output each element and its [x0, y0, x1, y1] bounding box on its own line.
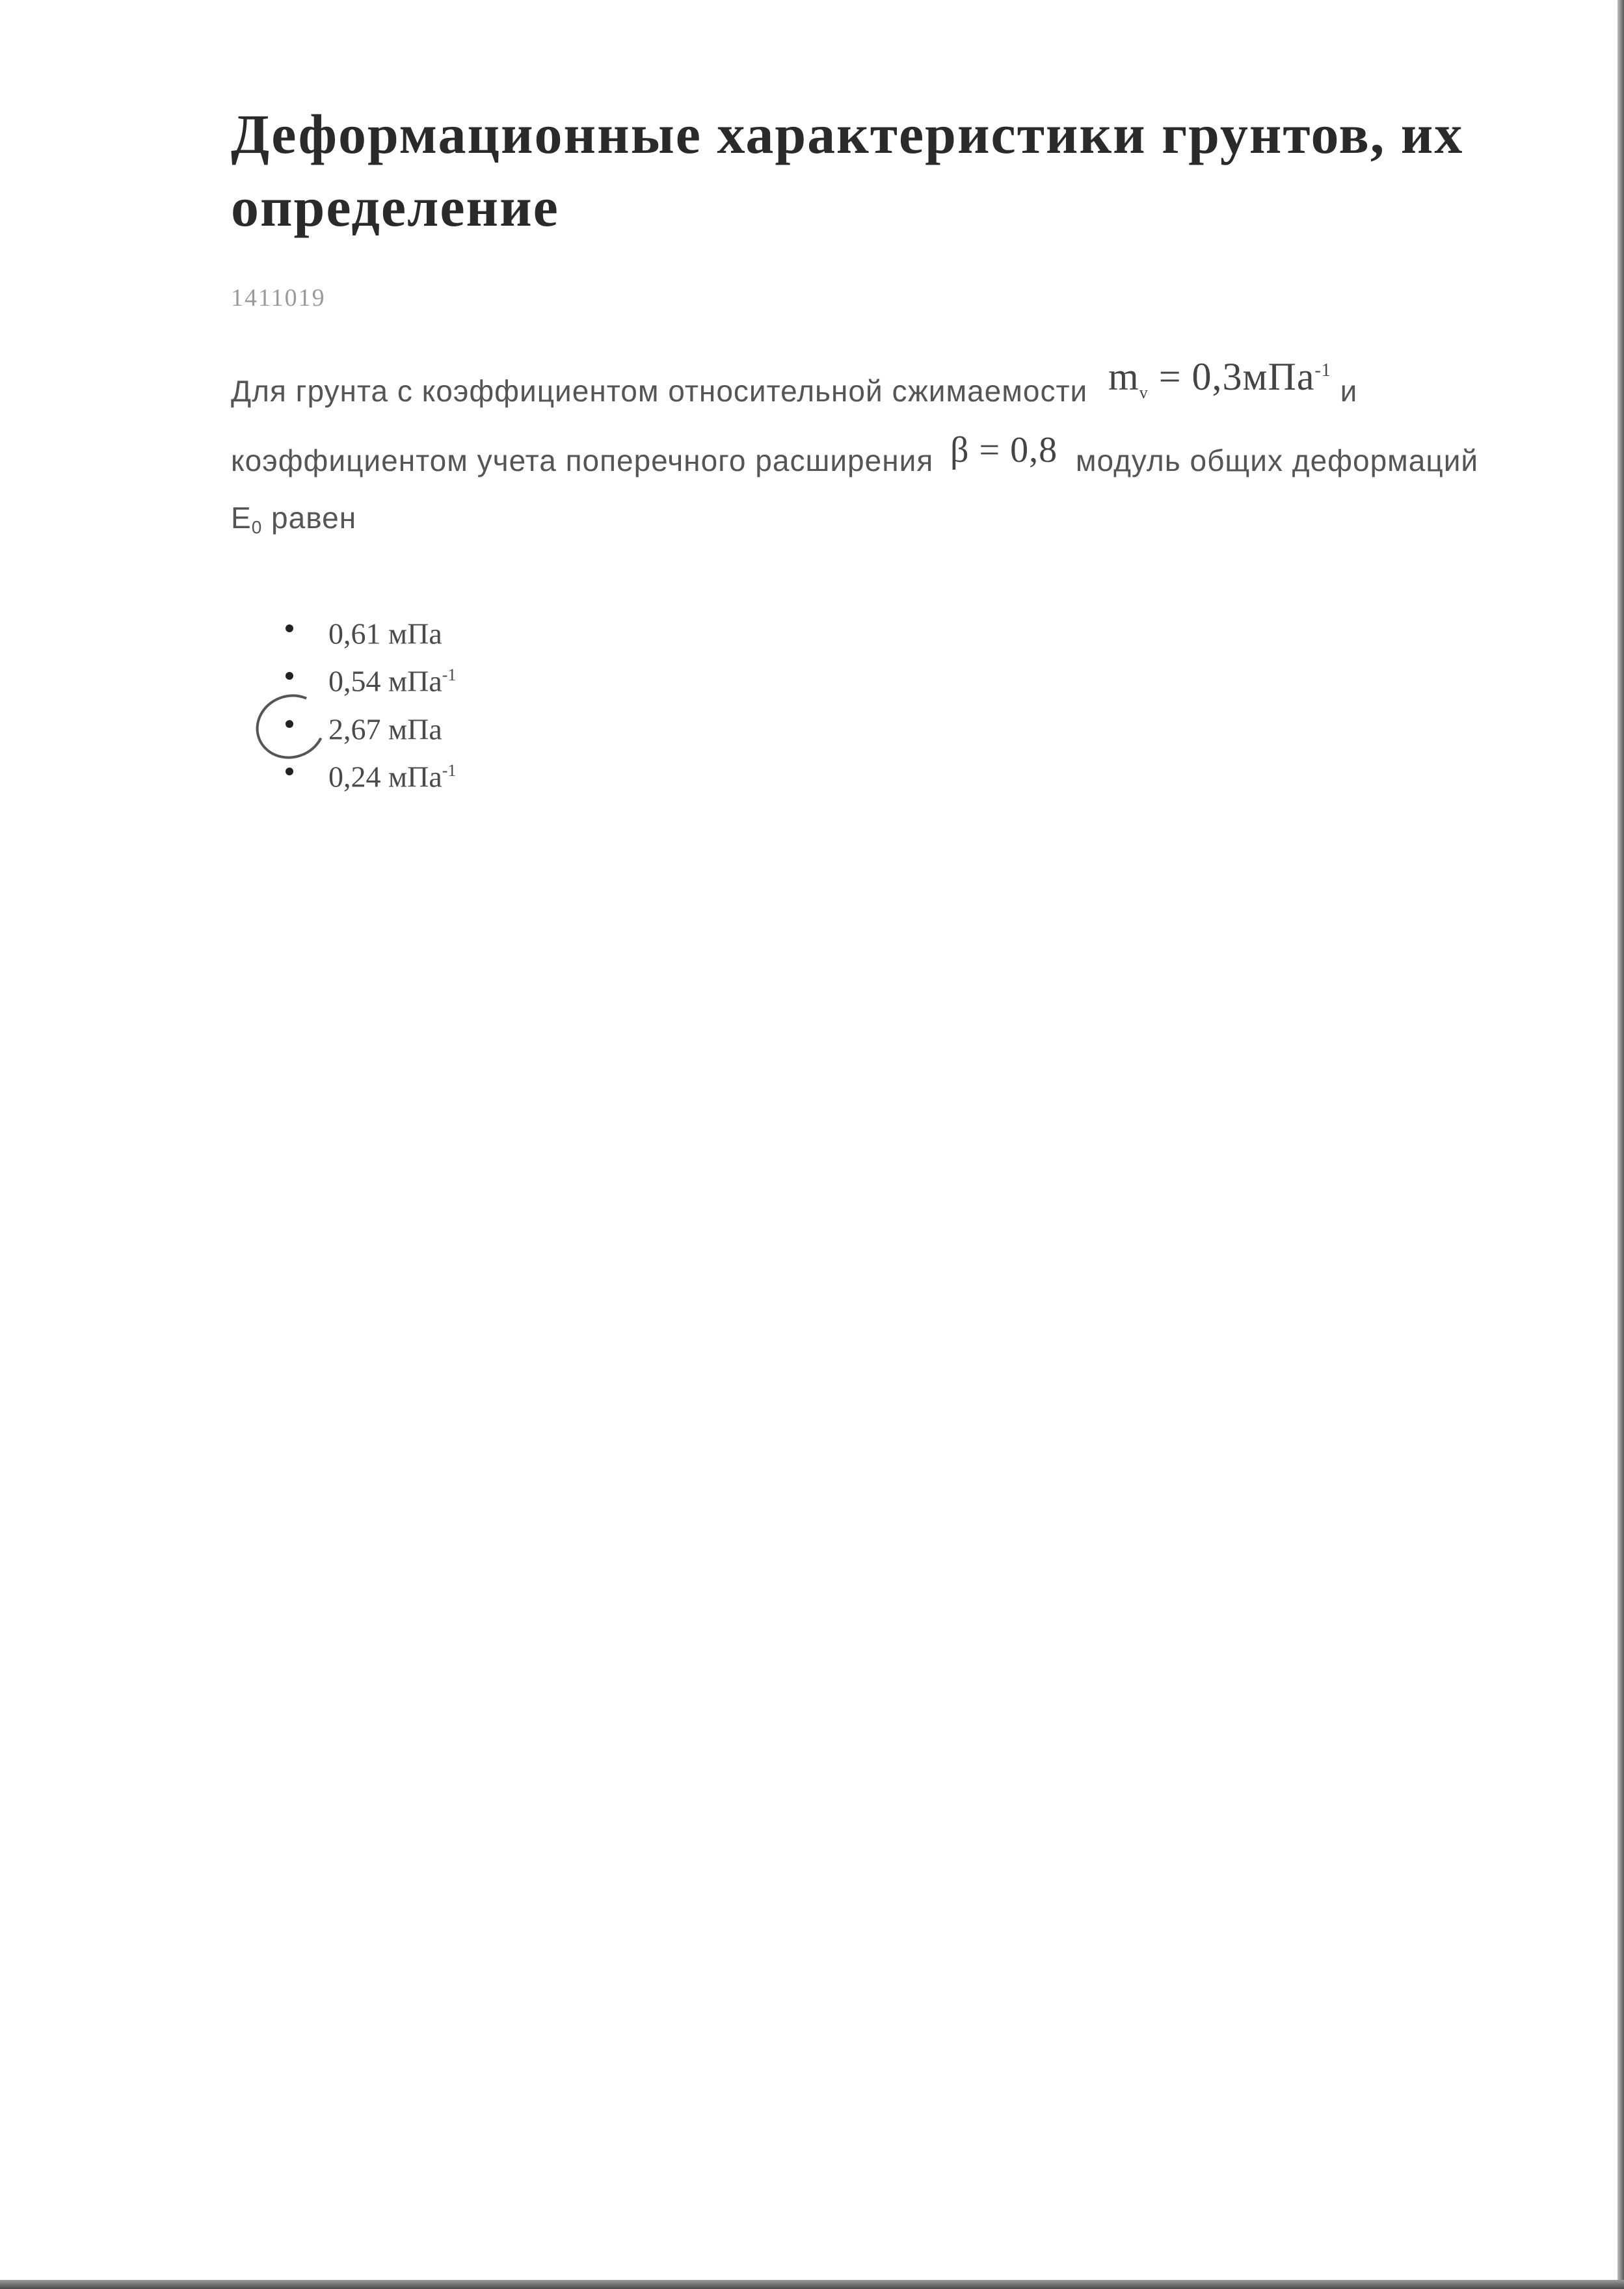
- bullet-icon: [286, 672, 293, 680]
- answer-option-2[interactable]: [231, 654, 1499, 702]
- answer-option-4[interactable]: [231, 750, 1499, 797]
- compressibility-formula: [1108, 355, 1331, 402]
- answer-option-3[interactable]: [231, 703, 1499, 750]
- page-title: Деформационные характеристики грунтов, их определение: [231, 103, 1464, 238]
- bullet-icon: [286, 624, 293, 632]
- beta-formula: β = 0,8: [950, 430, 1058, 470]
- answer-option-1[interactable]: [231, 607, 1499, 654]
- formula-m-exponent: -1: [1314, 360, 1331, 381]
- bullet-icon: [286, 720, 293, 728]
- scan-edge-bottom: [0, 2280, 1624, 2289]
- question-text-part3-subscript: 0: [251, 517, 263, 537]
- answer-option-exponent: -1: [442, 665, 457, 685]
- document-page: [231, 98, 1499, 797]
- document-id: 1411019: [231, 284, 326, 312]
- answer-option-value: 0,24 мПа: [328, 760, 442, 794]
- scan-edge-right: [1617, 0, 1624, 2289]
- answer-option-value: 0,61 мПа: [328, 617, 442, 650]
- question-text-part4: равен: [271, 501, 357, 535]
- answer-option-value: 0,54 мПа: [328, 664, 442, 698]
- answer-options: [231, 607, 1499, 797]
- formula-m-subscript: v: [1139, 383, 1149, 402]
- answer-option-value: 2,67 мПа: [328, 712, 442, 745]
- answer-option-exponent: -1: [442, 760, 457, 780]
- question-text: [231, 342, 1499, 556]
- formula-m-symbol: m: [1108, 355, 1139, 398]
- question-text-part2: и коэффициентом учета поперечного расширения: [231, 374, 1358, 477]
- question-text-part3: модуль общих деформаций E: [231, 444, 1479, 535]
- question-text-part1: Для грунта с коэффициентом относительной сжимаемости: [231, 374, 1088, 408]
- bullet-icon: [286, 768, 293, 775]
- formula-m-value: = 0,3мПа: [1148, 355, 1315, 398]
